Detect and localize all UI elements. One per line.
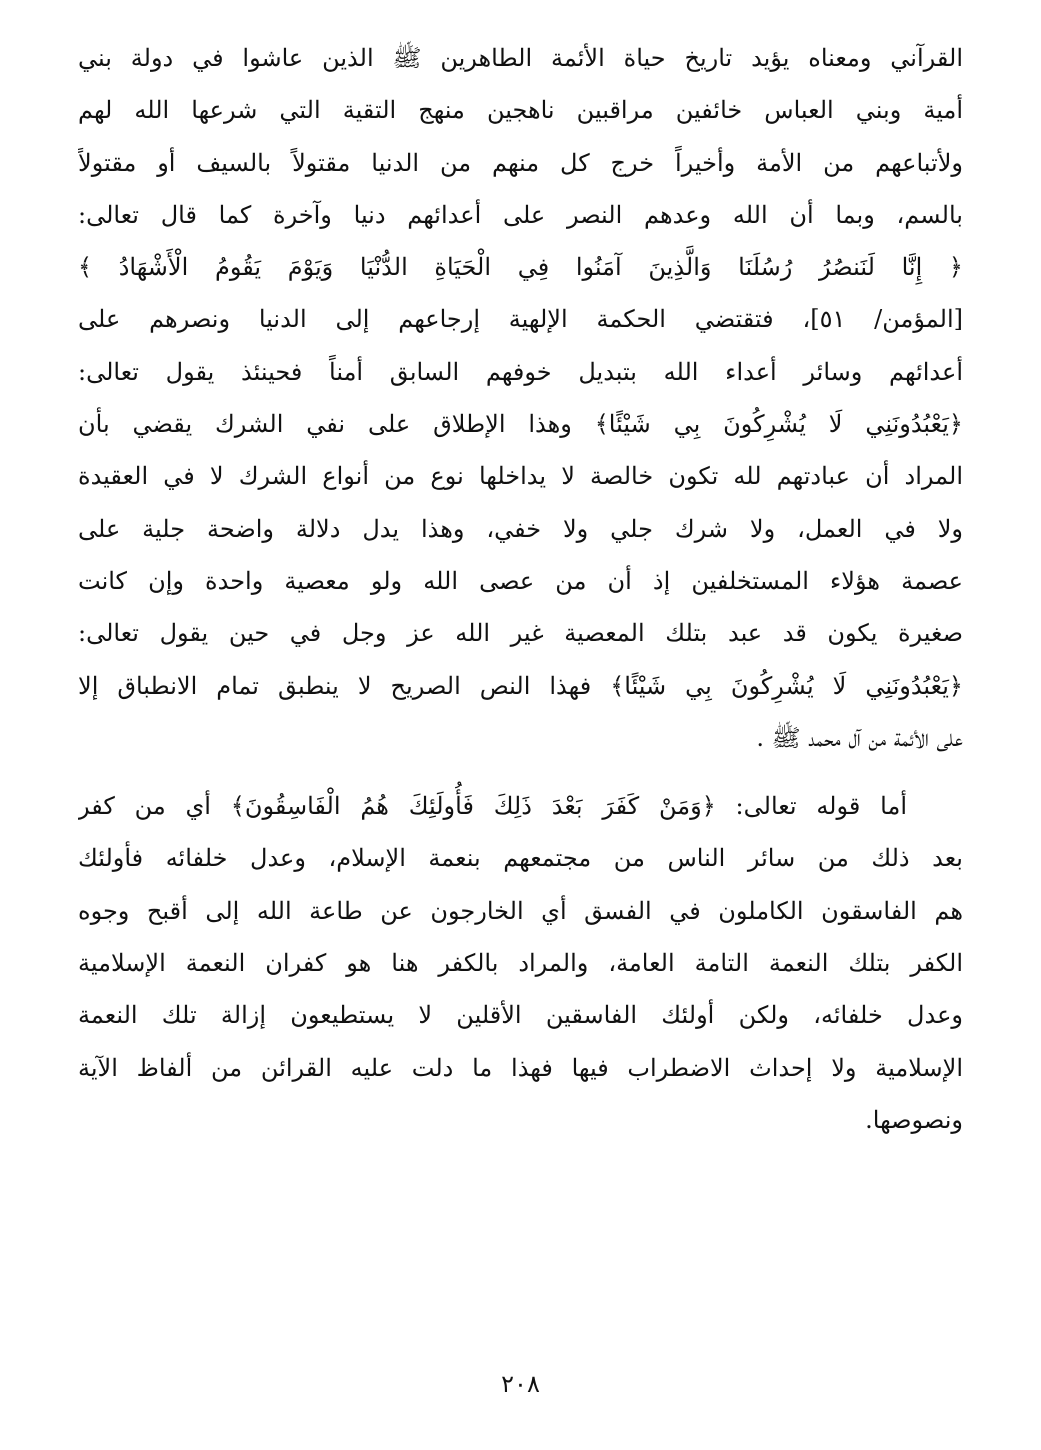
text-line: ونصوصها. — [865, 1105, 963, 1134]
text-line: بالسم، وبما أن الله وعدهم النصر على أعدائهم دنيا وآخرة كما قال تعالى: — [78, 200, 963, 229]
page-body — [78, 32, 963, 1146]
text-line: الإسلامية ولا إحداث الاضطراب فيها فهذا ما دلت عليه القرائن من ألفاظ الآية — [78, 1053, 963, 1082]
paragraph-2 — [78, 780, 963, 1146]
paragraph-1 — [78, 32, 963, 764]
text-line: أعدائهم وسائر أعداء الله بتبديل خوفهم السابق أمناً فحينئذ يقول تعالى: — [78, 357, 963, 386]
quran-verse-line: ﴿ إِنَّا لَنَنصُرُ رُسُلَنَا وَالَّذِينَ آمَنُوا فِي الْحَيَاةِ الدُّنْيَا وَيَوْمَ يَقُومُ الْأَشْهَادُ ﴾ — [78, 253, 963, 282]
text-line: ﴿يَعْبُدُونَنِي لَا يُشْرِكُونَ بِي شَيْئًا﴾ فهذا النص الصريح لا ينطبق تمام الانطباق إلا — [78, 671, 963, 700]
text-line: عصمة هؤلاء المستخلفين إذ أن من عصى الله ولو معصية واحدة وإن كانت — [78, 566, 963, 595]
text-line: القرآني ومعناه يؤيد تاريخ حياة الأئمة الطاهرين ﷺ الذين عاشوا في دولة بني — [78, 44, 963, 72]
text-line: أما قوله تعالى: ﴿وَمَنْ كَفَرَ بَعْدَ ذَلِكَ فَأُولَئِكَ هُمُ الْفَاسِقُونَ﴾ أي من كفر — [78, 792, 907, 821]
text-line: هم الفاسقون الكاملون في الفسق أي الخارجون عن طاعة الله إلى أقبح وجوه — [78, 896, 963, 925]
text-line: ﴿يَعْبُدُونَنِي لَا يُشْرِكُونَ بِي شَيْئًا﴾ وهذا الإطلاق على نفي الشرك يقضي بأن — [78, 410, 963, 439]
text-line: [المؤمن/ ٥١]، فتقتضي الحكمة الإلهية إرجاعهم إلى الدنيا ونصرهم على — [78, 305, 963, 334]
text-line: ولا في العمل، ولا شرك جلي ولا خفي، وهذا يدل دلالة واضحة جلية على — [78, 514, 963, 543]
text-line: المراد أن عبادتهم لله تكون خالصة لا يداخلها نوع من أنواع الشرك لا في العقيدة — [78, 462, 963, 491]
text-line: بعد ذلك من سائر الناس من مجتمعهم بنعمة الإسلام، وعدل خلفائه فأولئك — [78, 844, 963, 873]
page-number: ٢٠٨ — [501, 1370, 540, 1398]
paragraph-gap — [78, 764, 963, 780]
text-line: صغيرة يكون قد عبد بتلك المعصية غير الله عز وجل في حين يقول تعالى: — [78, 619, 963, 648]
text-line: وعدل خلفائه، ولكن أولئك الفاسقين الأقلين لا يستطيعون إزالة تلك النعمة — [78, 1001, 963, 1030]
text-line: الكفر بتلك النعمة التامة العامة، والمراد بالكفر هنا هو كفران النعمة الإسلامية — [78, 949, 963, 978]
text-line: على الأئمة من آل محمد ﷺ . — [756, 723, 963, 752]
text-line: ولأتباعهم من الأمة وأخيراً خرج كل منهم من الدنيا مقتولاً بالسيف أو مقتولاً — [78, 148, 963, 177]
text-line: أمية وبني العباس خائفين مراقبين ناهجين منهج التقية التي شرعها الله لهم — [78, 96, 963, 125]
